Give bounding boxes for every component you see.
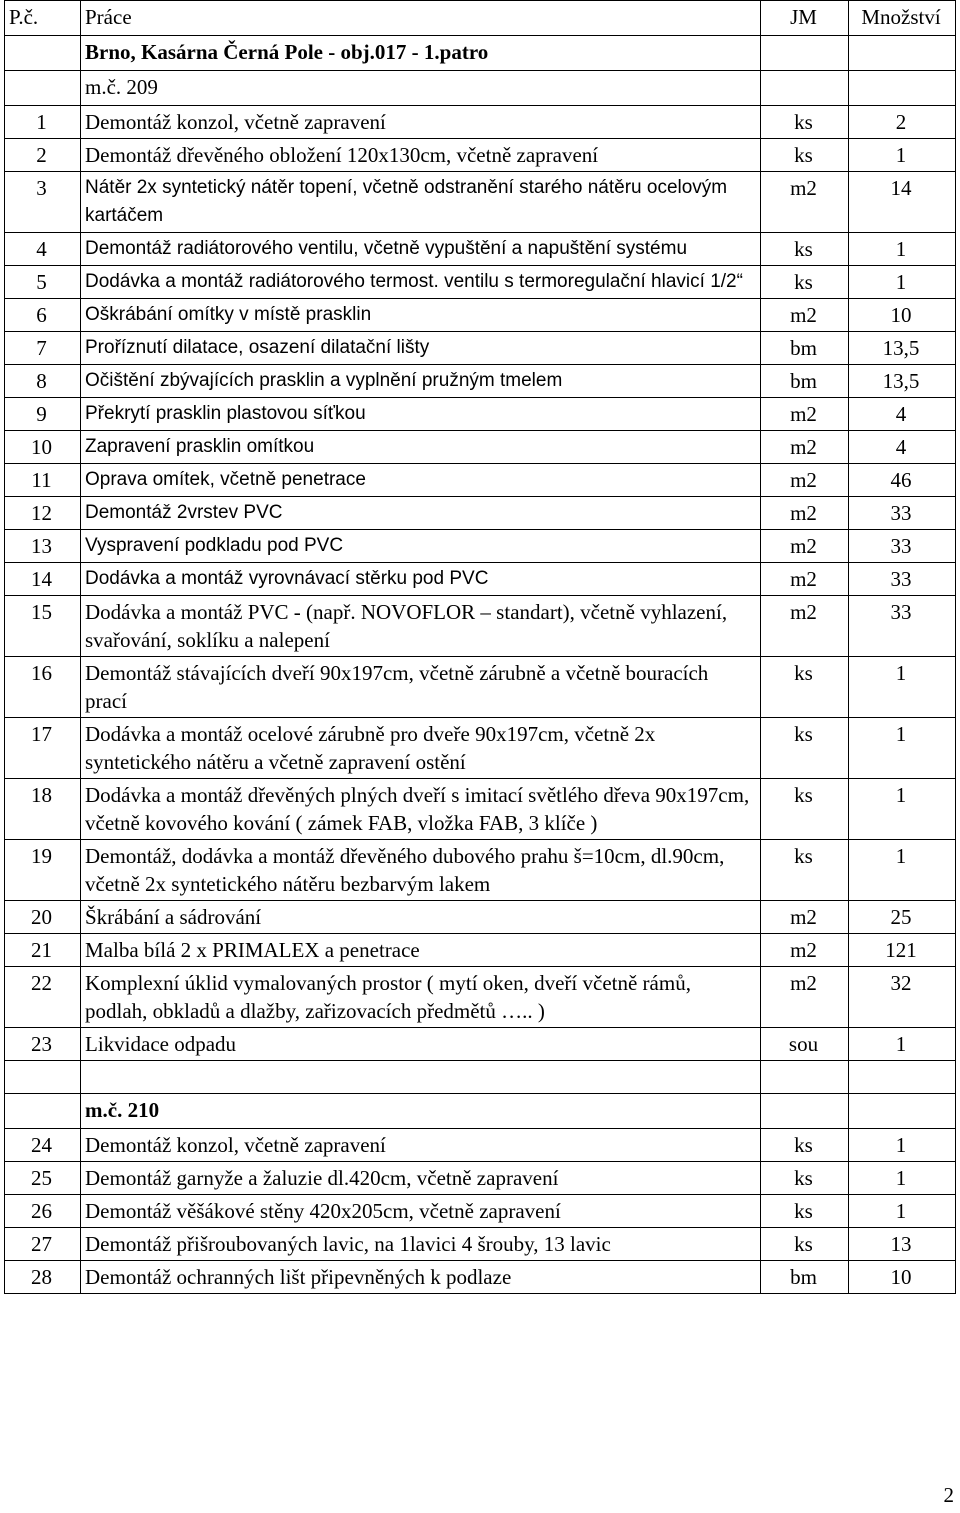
- table-body: [5, 1, 956, 1294]
- item-description: Likvidace odpadu: [81, 1028, 761, 1061]
- header-qty: Množství: [849, 1, 956, 36]
- item-description: Demontáž ochranných lišt připevněných k podlaze: [81, 1261, 761, 1294]
- item-unit: ks: [761, 1228, 849, 1261]
- item-unit: m2: [761, 530, 849, 563]
- item-unit: ks: [761, 779, 849, 840]
- item-number: 21: [5, 934, 81, 967]
- item-unit: bm: [761, 365, 849, 398]
- header-num: P.č.: [5, 1, 81, 36]
- item-quantity: 10: [849, 299, 956, 332]
- empty-cell: [849, 36, 956, 71]
- item-description: Komplexní úklid vymalovaných prostor ( mytí oken, dveří včetně rámů, podlah, obkladů a dlažby, zařizovacích předmětů ….. ): [81, 967, 761, 1028]
- table-row: [5, 563, 956, 596]
- empty-cell: [761, 1094, 849, 1129]
- item-description: Demontáž radiátorového ventilu, včetně vypuštění a napuštění systému: [81, 233, 761, 266]
- item-description: Dodávka a montáž vyrovnávací stěrku pod PVC: [81, 563, 761, 596]
- table-row: [5, 901, 956, 934]
- item-number: 6: [5, 299, 81, 332]
- table-row: [5, 934, 956, 967]
- item-unit: bm: [761, 1261, 849, 1294]
- item-unit: ks: [761, 139, 849, 172]
- empty-cell: [5, 36, 81, 71]
- item-quantity: 32: [849, 967, 956, 1028]
- item-unit: ks: [761, 1195, 849, 1228]
- item-unit: ks: [761, 106, 849, 139]
- table-row: [5, 1028, 956, 1061]
- item-unit: m2: [761, 563, 849, 596]
- empty-cell: [5, 71, 81, 106]
- item-unit: m2: [761, 299, 849, 332]
- item-quantity: 14: [849, 172, 956, 233]
- item-number: 16: [5, 657, 81, 718]
- item-quantity: 10: [849, 1261, 956, 1294]
- item-unit: ks: [761, 1129, 849, 1162]
- table-row: [5, 332, 956, 365]
- item-quantity: 2: [849, 106, 956, 139]
- empty-cell: [761, 1061, 849, 1094]
- item-description: Dodávka a montáž radiátorového termost. ventilu s termoregulační hlavicí 1/2“: [81, 266, 761, 299]
- empty-cell: [761, 36, 849, 71]
- item-description: Demontáž stávajících dveří 90x197cm, včetně zárubně a včetně bouracích prací: [81, 657, 761, 718]
- item-number: 12: [5, 497, 81, 530]
- table-row: [5, 840, 956, 901]
- empty-cell: [761, 71, 849, 106]
- item-unit: ks: [761, 266, 849, 299]
- item-description: Očištění zbývajících prasklin a vyplnění pružným tmelem: [81, 365, 761, 398]
- item-description: Demontáž konzol, včetně zapravení: [81, 1129, 761, 1162]
- item-number: 2: [5, 139, 81, 172]
- table-row: [5, 266, 956, 299]
- item-description: Demontáž dřevěného obložení 120x130cm, včetně zapravení: [81, 139, 761, 172]
- table-row: [5, 398, 956, 431]
- page-number: 2: [943, 1483, 954, 1507]
- item-number: 27: [5, 1228, 81, 1261]
- item-unit: m2: [761, 967, 849, 1028]
- item-description: Oprava omítek, včetně penetrace: [81, 464, 761, 497]
- item-number: 26: [5, 1195, 81, 1228]
- room-210-label: m.č. 210: [81, 1094, 761, 1129]
- item-number: 13: [5, 530, 81, 563]
- item-description: Vyspravení podkladu pod PVC: [81, 530, 761, 563]
- item-description: Demontáž věšákové stěny 420x205cm, včetně zapravení: [81, 1195, 761, 1228]
- item-number: 1: [5, 106, 81, 139]
- item-unit: ks: [761, 718, 849, 779]
- item-unit: m2: [761, 901, 849, 934]
- item-unit: m2: [761, 398, 849, 431]
- table-row: [5, 431, 956, 464]
- item-number: 22: [5, 967, 81, 1028]
- empty-cell: [849, 1094, 956, 1129]
- item-description: Oškrábání omítky v místě prasklin: [81, 299, 761, 332]
- item-description: Demontáž přišroubovaných lavic, na 1lavici 4 šrouby, 13 lavic: [81, 1228, 761, 1261]
- table-row: [5, 657, 956, 718]
- item-number: 7: [5, 332, 81, 365]
- item-description: Škrábání a sádrování: [81, 901, 761, 934]
- item-quantity: 4: [849, 398, 956, 431]
- item-quantity: 1: [849, 718, 956, 779]
- item-quantity: 13,5: [849, 365, 956, 398]
- item-quantity: 1: [849, 779, 956, 840]
- item-description: Demontáž, dodávka a montáž dřevěného dubového prahu š=10cm, dl.90cm, včetně 2x syntetického nátěru bezbarvým lakem: [81, 840, 761, 901]
- item-description: Překrytí prasklin plastovou síťkou: [81, 398, 761, 431]
- item-description: Nátěr 2x syntetický nátěr topení, včetně odstranění starého nátěru ocelovým kartáčem: [81, 172, 761, 233]
- empty-cell: [5, 1061, 81, 1094]
- item-unit: m2: [761, 464, 849, 497]
- item-description: Proříznutí dilatace, osazení dilatační lišty: [81, 332, 761, 365]
- header-row: [5, 1, 956, 36]
- item-unit: sou: [761, 1028, 849, 1061]
- room-209-row: [5, 71, 956, 106]
- table-row: [5, 779, 956, 840]
- item-description: Demontáž 2vrstev PVC: [81, 497, 761, 530]
- item-description: Malba bílá 2 x PRIMALEX a penetrace: [81, 934, 761, 967]
- item-quantity: 1: [849, 139, 956, 172]
- table-row: [5, 1162, 956, 1195]
- item-quantity: 33: [849, 596, 956, 657]
- table-row: [5, 365, 956, 398]
- item-unit: m2: [761, 934, 849, 967]
- table-row: [5, 1228, 956, 1261]
- item-number: 24: [5, 1129, 81, 1162]
- item-unit: m2: [761, 431, 849, 464]
- table-row: [5, 497, 956, 530]
- table-row: [5, 299, 956, 332]
- header-work: Práce: [81, 1, 761, 36]
- item-number: 18: [5, 779, 81, 840]
- item-number: 15: [5, 596, 81, 657]
- item-unit: m2: [761, 172, 849, 233]
- empty-cell: [81, 1061, 761, 1094]
- item-quantity: 13: [849, 1228, 956, 1261]
- item-description: Dodávka a montáž PVC - (např. NOVOFLOR – standart), včetně vyhlazení, svařování, soklíku a nalepení: [81, 596, 761, 657]
- room-210-row: [5, 1094, 956, 1129]
- room-209-label: m.č. 209: [81, 71, 761, 106]
- item-number: 17: [5, 718, 81, 779]
- item-unit: bm: [761, 332, 849, 365]
- table-row: [5, 1261, 956, 1294]
- table-row: [5, 464, 956, 497]
- item-quantity: 1: [849, 1129, 956, 1162]
- item-quantity: 33: [849, 563, 956, 596]
- location-title: Brno, Kasárna Černá Pole - obj.017 - 1.patro: [81, 36, 761, 71]
- spacer-row: [5, 1061, 956, 1094]
- bill-of-quantities-table: [4, 0, 956, 1294]
- table-row: [5, 139, 956, 172]
- item-unit: ks: [761, 840, 849, 901]
- item-quantity: 1: [849, 657, 956, 718]
- item-number: 23: [5, 1028, 81, 1061]
- empty-cell: [849, 1061, 956, 1094]
- item-quantity: 1: [849, 1028, 956, 1061]
- table-row: [5, 530, 956, 563]
- item-number: 14: [5, 563, 81, 596]
- item-quantity: 1: [849, 266, 956, 299]
- item-number: 9: [5, 398, 81, 431]
- item-description: Zapravení prasklin omítkou: [81, 431, 761, 464]
- item-number: 25: [5, 1162, 81, 1195]
- item-description: Dodávka a montáž ocelové zárubně pro dveře 90x197cm, včetně 2x syntetického nátěru a včetně zapravení ostění: [81, 718, 761, 779]
- item-description: Demontáž konzol, včetně zapravení: [81, 106, 761, 139]
- item-unit: m2: [761, 497, 849, 530]
- item-number: 4: [5, 233, 81, 266]
- item-unit: ks: [761, 1162, 849, 1195]
- table-row: [5, 1195, 956, 1228]
- item-description: Demontáž garnyže a žaluzie dl.420cm, včetně zapravení: [81, 1162, 761, 1195]
- item-quantity: 1: [849, 1162, 956, 1195]
- location-row: [5, 36, 956, 71]
- item-unit: ks: [761, 233, 849, 266]
- empty-cell: [849, 71, 956, 106]
- item-number: 10: [5, 431, 81, 464]
- item-quantity: 13,5: [849, 332, 956, 365]
- item-quantity: 4: [849, 431, 956, 464]
- item-unit: ks: [761, 657, 849, 718]
- item-quantity: 33: [849, 497, 956, 530]
- item-quantity: 25: [849, 901, 956, 934]
- item-number: 28: [5, 1261, 81, 1294]
- item-number: 3: [5, 172, 81, 233]
- item-quantity: 1: [849, 1195, 956, 1228]
- table-row: [5, 172, 956, 233]
- header-unit: JM: [761, 1, 849, 36]
- table-row: [5, 967, 956, 1028]
- empty-cell: [5, 1094, 81, 1129]
- item-number: 5: [5, 266, 81, 299]
- table-row: [5, 233, 956, 266]
- item-quantity: 46: [849, 464, 956, 497]
- item-quantity: 33: [849, 530, 956, 563]
- item-quantity: 1: [849, 233, 956, 266]
- table-row: [5, 718, 956, 779]
- item-number: 20: [5, 901, 81, 934]
- item-quantity: 1: [849, 840, 956, 901]
- item-quantity: 121: [849, 934, 956, 967]
- item-number: 19: [5, 840, 81, 901]
- table-row: [5, 1129, 956, 1162]
- item-number: 8: [5, 365, 81, 398]
- table-row: [5, 106, 956, 139]
- item-number: 11: [5, 464, 81, 497]
- item-description: Dodávka a montáž dřevěných plných dveří s imitací světlého dřeva 90x197cm, včetně kovového kování ( zámek FAB, vložka FAB, 3 klíče ): [81, 779, 761, 840]
- table-row: [5, 596, 956, 657]
- item-unit: m2: [761, 596, 849, 657]
